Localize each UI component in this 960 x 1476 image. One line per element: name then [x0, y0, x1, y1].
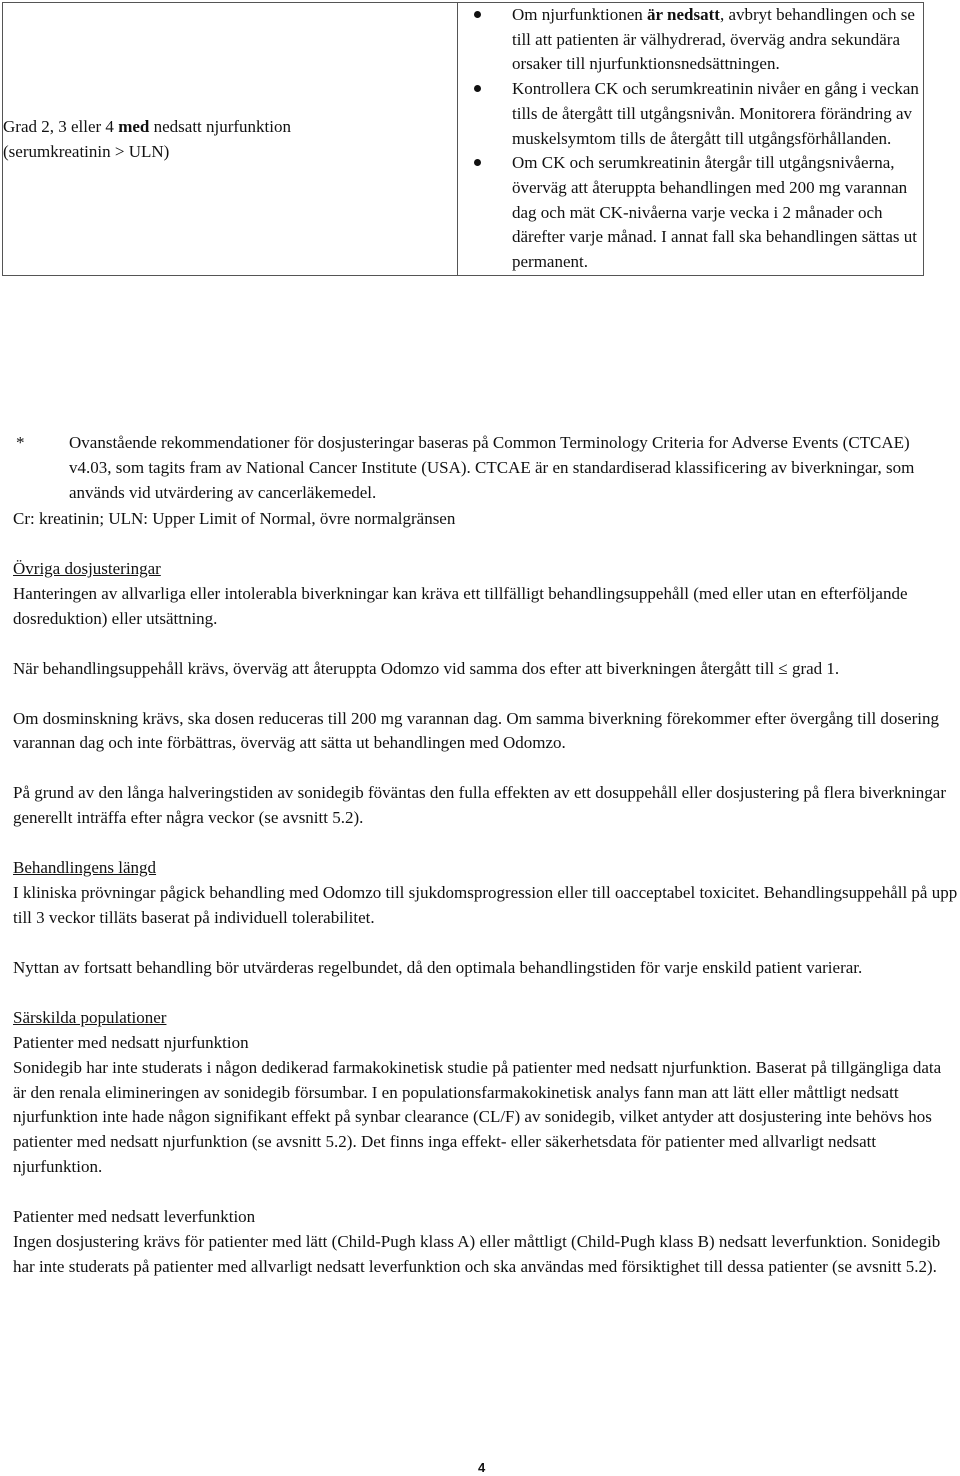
paragraph: I kliniska prövningar pågick behandling med Odomzo till sjukdomsprogression eller till oacceptabel toxicitet. Behandlingsuppehåll på upp till 3 veckor tilläts baserat på individuell tolerabilitet. [13, 883, 958, 927]
paragraph: Om dosminskning krävs, ska dosen reduceras till 200 mg varannan dag. Om samma biverkning förekommer efter övergång till dosering varannan dag och inte förbättras, överväg att sätta ut behandlingen med Odomzo. [13, 708, 939, 753]
recommendation-list [458, 3, 923, 275]
footnote [16, 430, 946, 505]
section-heading-treatment-length: Behandlingens längd [13, 858, 157, 878]
paragraph: När behandlingsuppehåll krävs, överväg att återuppta Odomzo vid samma dos efter att biverkningen återgått till ≤ grad 1. [13, 658, 840, 678]
paragraph: Hanteringen av allvarliga eller intolerabla biverkningar kan kräva ett tillfälligt behandlingsuppehåll (med eller utan en efterföljande dosreduktion) eller utsättning. [13, 583, 908, 628]
footnote-text: Ovanstående rekommendationer för dosjusteringar baseras på Common Terminology Criteria for Adverse Events (CTCAE) v4.03, som tagits fram av National Cancer Institute (USA). CTCAE är en standardiserad klassificering av biverkningar, som används vid utvärdering av cancerläkemedel. [69, 433, 915, 502]
paragraph: På grund av den långa halveringstiden av sonidegib föväntas den fulla effekten av ett dosuppehåll eller dosjustering på flera biverkningar generellt inträffa efter några veckor (se avsnitt 5.2). [13, 783, 946, 828]
condition-cell [3, 3, 458, 276]
paragraph: Sonidegib har inte studerats i någon dedikerad farmakokinetisk studie på patienter med nedsatt njurfunktion. Baserat på tillgängliga data är den renala elimineringen av sonidegib försumbar. I en populationsfarmakokinetisk analys fann man att lätt eller måttligt nedsatt njurfunktion inte hade någon signifikant effekt på synbar clearance (CL/F) av sonidegib, vilket antyder att dosjustering inte behövs hos patienter med nedsatt njurfunktion (se avsnitt 5.2). Det finns inga effekt- eller säkerhetsdata för patienter med allvarligt nedsatt njurfunktion. [13, 1057, 942, 1177]
table-row [3, 3, 924, 276]
document-body [13, 507, 958, 1280]
section-heading-other-adjustments: Övriga dosjusteringar [13, 558, 161, 578]
bullet-icon [474, 85, 481, 92]
subheading-renal: Patienter med nedsatt njurfunktion [13, 1032, 249, 1052]
dose-adjustment-table [2, 2, 924, 276]
page-number: 4 [478, 1460, 486, 1475]
list-item: Kontrollera CK och serumkreatinin nivåer en gång i veckan tills de återgått till utgångsnivån. Monitorera förändring av muskelsymtom tills de återgått till utgångsförhållanden. [458, 77, 923, 151]
paragraph: Ingen dosjustering krävs för patienter med lätt (Child-Pugh klass A) eller måttligt (Child-Pugh klass B) nedsatt leverfunktion. Sonidegib har inte studerats på patienter med allvarligt nedsatt leverfunktion och ska användas med försiktighet till dessa patienter (se avsnitt 5.2). [13, 1232, 941, 1276]
section-heading-special-populations: Särskilda populationer [13, 1007, 167, 1027]
list-item: Om njurfunktionen är nedsatt, avbryt behandlingen och se till att patienten är välhydrerad, överväg andra sekundära orsaker till njurfunktionsnedsättningen. [458, 3, 923, 77]
bullet-icon [474, 11, 481, 18]
abbreviations: Cr: kreatinin; ULN: Upper Limit of Normal, övre normalgränsen [13, 509, 456, 528]
condition-line-2: (serumkreatinin > ULN) [3, 141, 170, 161]
footnote-marker: * [16, 433, 25, 452]
condition-line-1: Grad 2, 3 eller 4 med nedsatt njurfunktion [3, 116, 292, 136]
list-item: Om CK och serumkreatinin återgår till utgångsnivåerna, överväg att återuppta behandlingen med 200 mg varannan dag och mät CK-nivåerna varje vecka i 2 månader och därefter varje månad. I annat fall ska behandlingen sättas ut permanent. [458, 151, 923, 275]
subheading-hepatic: Patienter med nedsatt leverfunktion [13, 1207, 256, 1227]
bullet-icon [474, 159, 481, 166]
paragraph: Nyttan av fortsatt behandling bör utvärderas regelbundet, då den optimala behandlingstiden för varje enskild patient varierar. [13, 957, 863, 977]
recommendation-cell [458, 3, 924, 276]
